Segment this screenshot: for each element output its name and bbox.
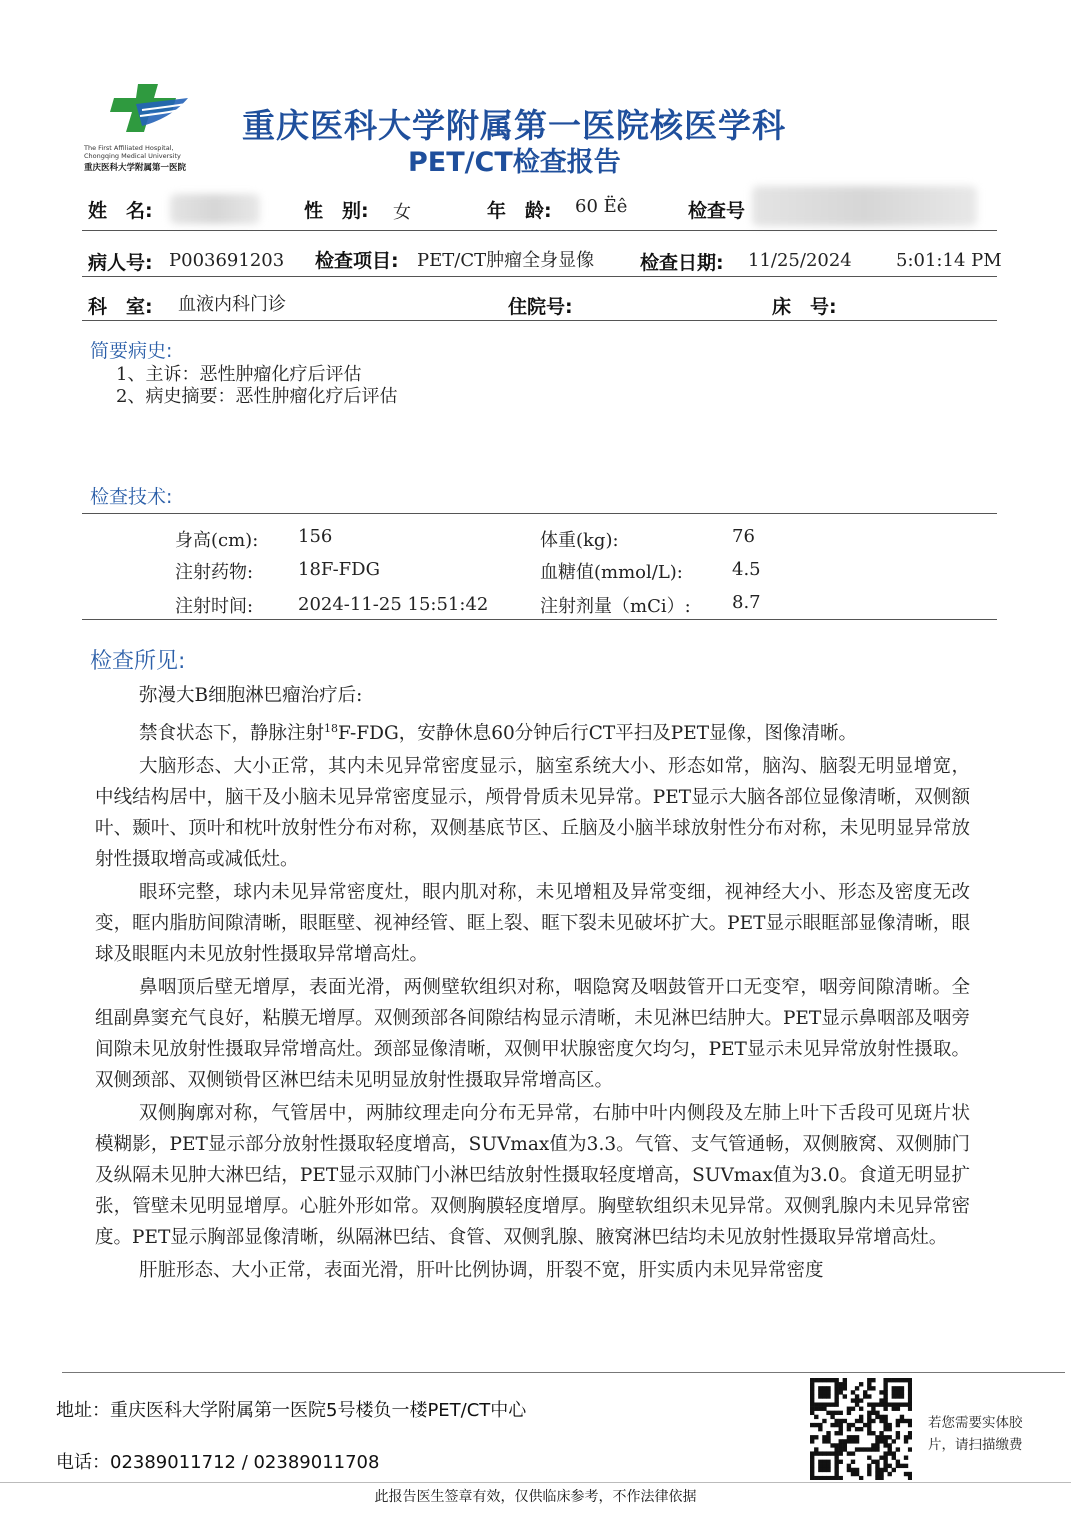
dept-label: 科 室: [88, 296, 153, 318]
height-label: 身高(cm): [175, 530, 259, 551]
hospital-logo-icon [80, 80, 230, 176]
findings-paragraph: 弥漫大B细胞淋巴瘤治疗后: [139, 685, 363, 706]
footer-phone: 电话：02389011712 / 02389011708 [56, 1452, 380, 1473]
findings-body [95, 680, 970, 1286]
dose-value: 8.7 [732, 592, 761, 613]
qr-code-icon [810, 1378, 912, 1480]
dose-label: 注射剂量（mCi）: [540, 596, 691, 617]
weight-label: 体重(kg): [540, 530, 619, 551]
exam-time-value: 5:01:14 PM [896, 250, 1002, 271]
footer-disclaimer: 此报告医生签章有效，仅供临床参考，不作法律依据 [374, 1489, 697, 1505]
exam-date-value: 11/25/2024 [748, 250, 852, 271]
findings-title: 检查所见: [90, 649, 186, 674]
bottom-divider [0, 1482, 1071, 1483]
history-line-2: 2、病史摘要：恶性肿瘤化疗后评估 [116, 386, 398, 407]
name-redacted [170, 194, 260, 224]
exam-date-label: 检查日期: [640, 252, 724, 274]
patient-id-label: 病人号: [88, 252, 153, 274]
exam-item-value: PET/CT肿瘤全身显像 [417, 250, 595, 271]
drug-label: 注射药物: [175, 562, 254, 583]
findings-paragraph: 双侧胸廓对称，气管居中，两肺纹理走向分布无异常，右肺中叶内侧段及左肺上叶下舌段可见斑片状模糊影，PET显示部分放射性摄取轻度增高，SUVmax值为3.3。气管、支气管通畅，双侧腋窝、双侧肺门及纵隔未见肿大淋巴结，PET显示双肺门小淋巴结放射性摄取轻度增高，SUVmax值为3.0。食道无明显扩张，管壁未见明显增厚。心脏外形如常。双侧胸膜轻度增厚。胸壁软组织未见异常。双侧乳腺内未见异常密度。PET显示胸部显像清晰，纵隔淋巴结、食管、双侧乳腺、腋窝淋巴结均未见放射性摄取异常增高灶。 [95, 1103, 970, 1249]
drug-value: 18F-FDG [298, 559, 380, 580]
exam-no-redacted [752, 186, 977, 226]
footer-address: 地址：重庆医科大学附属第一医院5号楼负一楼PET/CT中心 [56, 1400, 527, 1421]
name-label: 姓 名: [88, 200, 153, 222]
payment-qr-code[interactable] [810, 1378, 912, 1480]
glucose-value: 4.5 [732, 559, 761, 580]
glucose-label: 血糖值(mmol/L): [540, 562, 683, 583]
height-value: 156 [298, 526, 333, 547]
inpatient-no-label: 住院号: [508, 296, 573, 318]
weight-value: 76 [732, 526, 755, 547]
findings-paragraph: 鼻咽顶后壁无增厚，表面光滑，两侧壁软组织对称，咽隐窝及咽鼓管开口无变窄，咽旁间隙清晰。全组副鼻窦充气良好，粘膜无增厚。双侧颈部各间隙结构显示清晰，未见淋巴结肿大。PET显示鼻咽部及咽旁间隙未见放射性摄取异常增高灶。颈部显像清晰，双侧甲状腺密度欠均匀，PET显示未见异常放射性摄取。双侧颈部、双侧锁骨区淋巴结未见明显放射性摄取异常增高区。 [95, 977, 970, 1092]
findings-paragraph: 肝脏形态、大小正常，表面光滑，肝叶比例协调，肝裂不宽，肝实质内未见异常密度 [139, 1260, 824, 1282]
findings-paragraph [95, 713, 970, 749]
age-label: 年 龄: [487, 200, 552, 222]
report-title: PET/CT检查报告 [408, 147, 621, 178]
exam-item-label: 检查项目: [315, 250, 399, 272]
sex-value: 女 [393, 202, 411, 223]
sex-label: 性 别: [304, 200, 369, 222]
findings-paragraph: 眼环完整，球内未见异常密度灶，眼内肌对称，未见增粗及异常变细，视神经大小、形态及密度无改变，眶内脂肪间隙清晰，眼眶壁、视神经管、眶上裂、眶下裂未见破坏扩大。PET显示眼眶部显像清晰，眼球及眼眶内未见放射性摄取异常增高灶。 [95, 882, 970, 966]
findings-paragraph: 大脑形态、大小正常，其内未见异常密度显示，脑室系统大小、形态如常，脑沟、脑裂无明显增宽，中线结构居中，脑干及小脑未见异常密度显示，颅骨骨质未见异常。PET显示大脑各部位显像清晰，双侧额叶、颞叶、顶叶和枕叶放射性分布对称，双侧基底节区、丘脑及小脑半球放射性分布对称，未见明显异常放射性摄取增高或减低灶。 [95, 756, 970, 871]
divider [82, 513, 997, 514]
svg-text:重庆医科大学附属第一医院: 重庆医科大学附属第一医院 [84, 163, 187, 173]
svg-text:Chongqing Medical University: Chongqing Medical University [84, 152, 181, 160]
injection-time-value: 2024-11-25 15:51:42 [298, 594, 489, 615]
divider [82, 619, 997, 620]
qr-note: 若您需要实体胶片，请扫描缴费 [928, 1415, 1023, 1453]
isotope-superscript: 18 [324, 722, 339, 735]
injection-time-label: 注射时间: [175, 596, 254, 617]
hospital-title: 重庆医科大学附属第一医院核医学科 [242, 106, 786, 145]
findings-text: 禁食状态下，静脉注射 [139, 723, 325, 745]
hospital-logo [80, 80, 230, 176]
divider [82, 276, 997, 277]
patient-id-value: P003691203 [169, 250, 285, 271]
dept-value: 血液内科门诊 [178, 294, 286, 315]
divider [82, 230, 997, 231]
history-line-1: 1、主诉：恶性肿瘤化疗后评估 [116, 364, 362, 385]
bed-no-label: 床 号: [772, 296, 837, 318]
divider [82, 320, 997, 321]
findings-text: F-FDG，安静休息60分钟后行CT平扫及PET显像，图像清晰。 [338, 723, 858, 745]
footer-divider [62, 1372, 1065, 1373]
svg-text:The First Affiliated Hospital,: The First Affiliated Hospital, [84, 144, 174, 152]
age-value: 60 Ëê [575, 196, 628, 217]
history-title: 简要病史: [90, 340, 173, 362]
exam-no-label: 检查号 [688, 200, 746, 222]
technique-title: 检查技术: [90, 486, 173, 508]
